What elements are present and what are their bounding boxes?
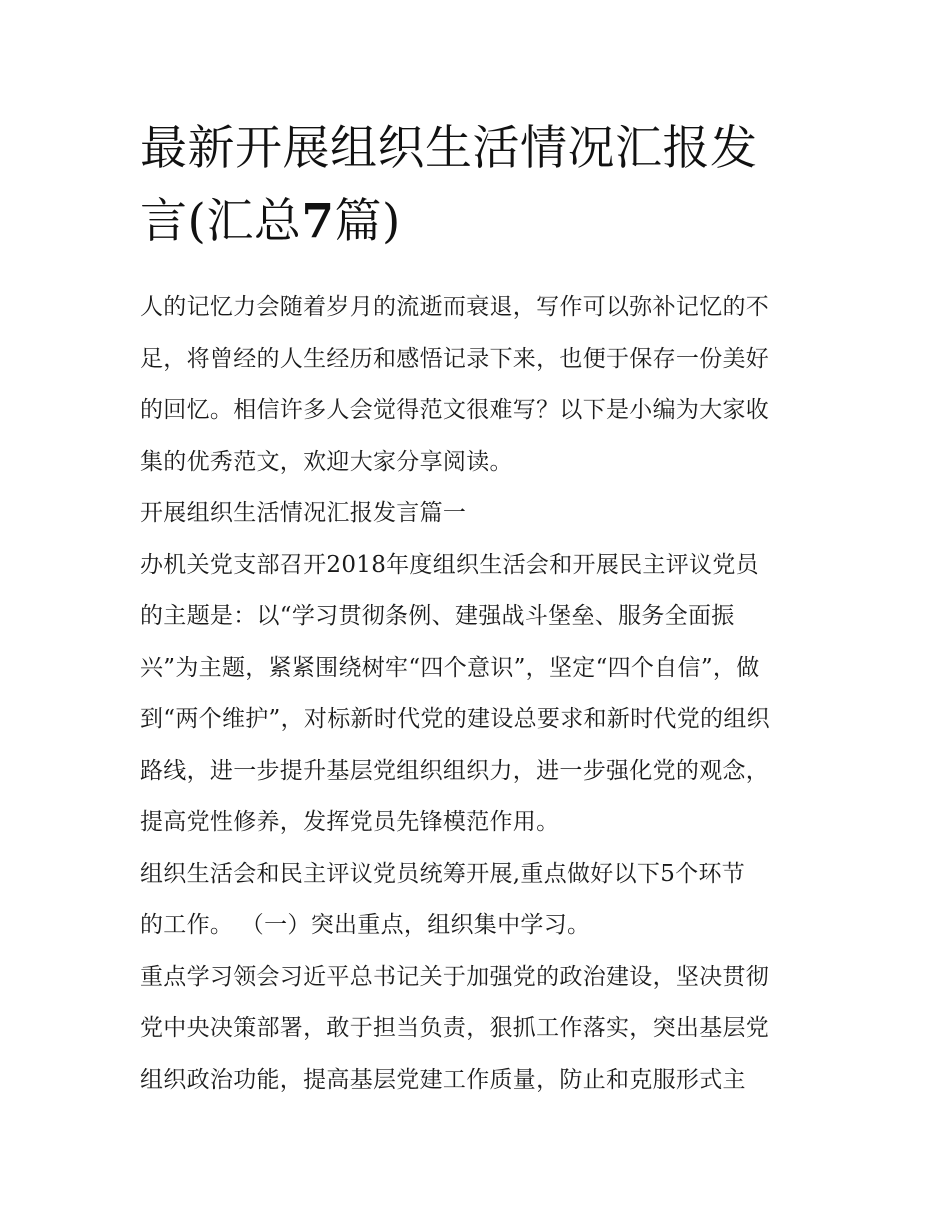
title-line-2-text: 言(汇总 xyxy=(140,194,302,249)
document-title xyxy=(140,112,815,258)
paragraph-line: 到“两个维护”，对标新时代党的建设总要求和新时代党的组织 xyxy=(140,706,770,732)
paragraph-line: 重点学习领会习近平总书记关于加强党的政治建设，坚决贯彻 xyxy=(140,963,770,990)
paragraph-line: 的主题是：以“学习贯彻条例、建强战斗堡垒、服务全面振 xyxy=(140,603,735,629)
intro-line: 足，将曾经的人生经历和感悟记录下来，也便于保存一份美好 xyxy=(140,345,770,372)
paragraph-line: 兴”为主题，紧紧围绕树牢“四个意识”，坚定“四个自信”，做 xyxy=(140,654,760,681)
paragraph-line: 党中央决策部署，敢于担当负责，狠抓工作落实，突出基层党 xyxy=(140,1015,770,1041)
title-count: 7 xyxy=(301,194,335,249)
intro-line: 的回忆。相信许多人会觉得范文很难写？以下是小编为大家收 xyxy=(140,397,770,423)
paragraph-line: 组织生活会和民主评议党员统筹开展,重点做好以下5个环节 xyxy=(140,860,746,887)
title-line-1: 最新开展组织生活情况汇报发 xyxy=(140,121,758,176)
paragraph-line: 的工作。 （一）突出重点，组织集中学习。 xyxy=(140,912,591,938)
paragraph-line: 办机关党支部召开2018年度组织生活会和开展民主评议党员 xyxy=(140,551,759,578)
paragraph-line: 提高党性修养，发挥党员先锋模范作用。 xyxy=(140,809,560,835)
intro-paragraph xyxy=(140,282,815,488)
intro-line: 集的优秀范文，欢迎大家分享阅读。 xyxy=(140,448,513,475)
title-line-2-suffix: 篇) xyxy=(334,194,401,249)
document-body xyxy=(140,112,815,1106)
body-paragraph-2 xyxy=(140,849,815,952)
intro-line: 人的记忆力会随着岁月的流逝而衰退，写作可以弥补记忆的不 xyxy=(140,294,770,320)
paragraph-line: 路线，进一步提升基层党组织组织力，进一步强化党的观念， xyxy=(140,757,770,784)
section-heading: 开展组织生活情况汇报发言篇一 xyxy=(140,500,467,526)
body-paragraph-1 xyxy=(140,540,815,849)
paragraph-line: 组织政治功能，提高基层党建工作质量，防止和克服形式主 xyxy=(140,1066,746,1093)
body-paragraph-3 xyxy=(140,952,815,1107)
